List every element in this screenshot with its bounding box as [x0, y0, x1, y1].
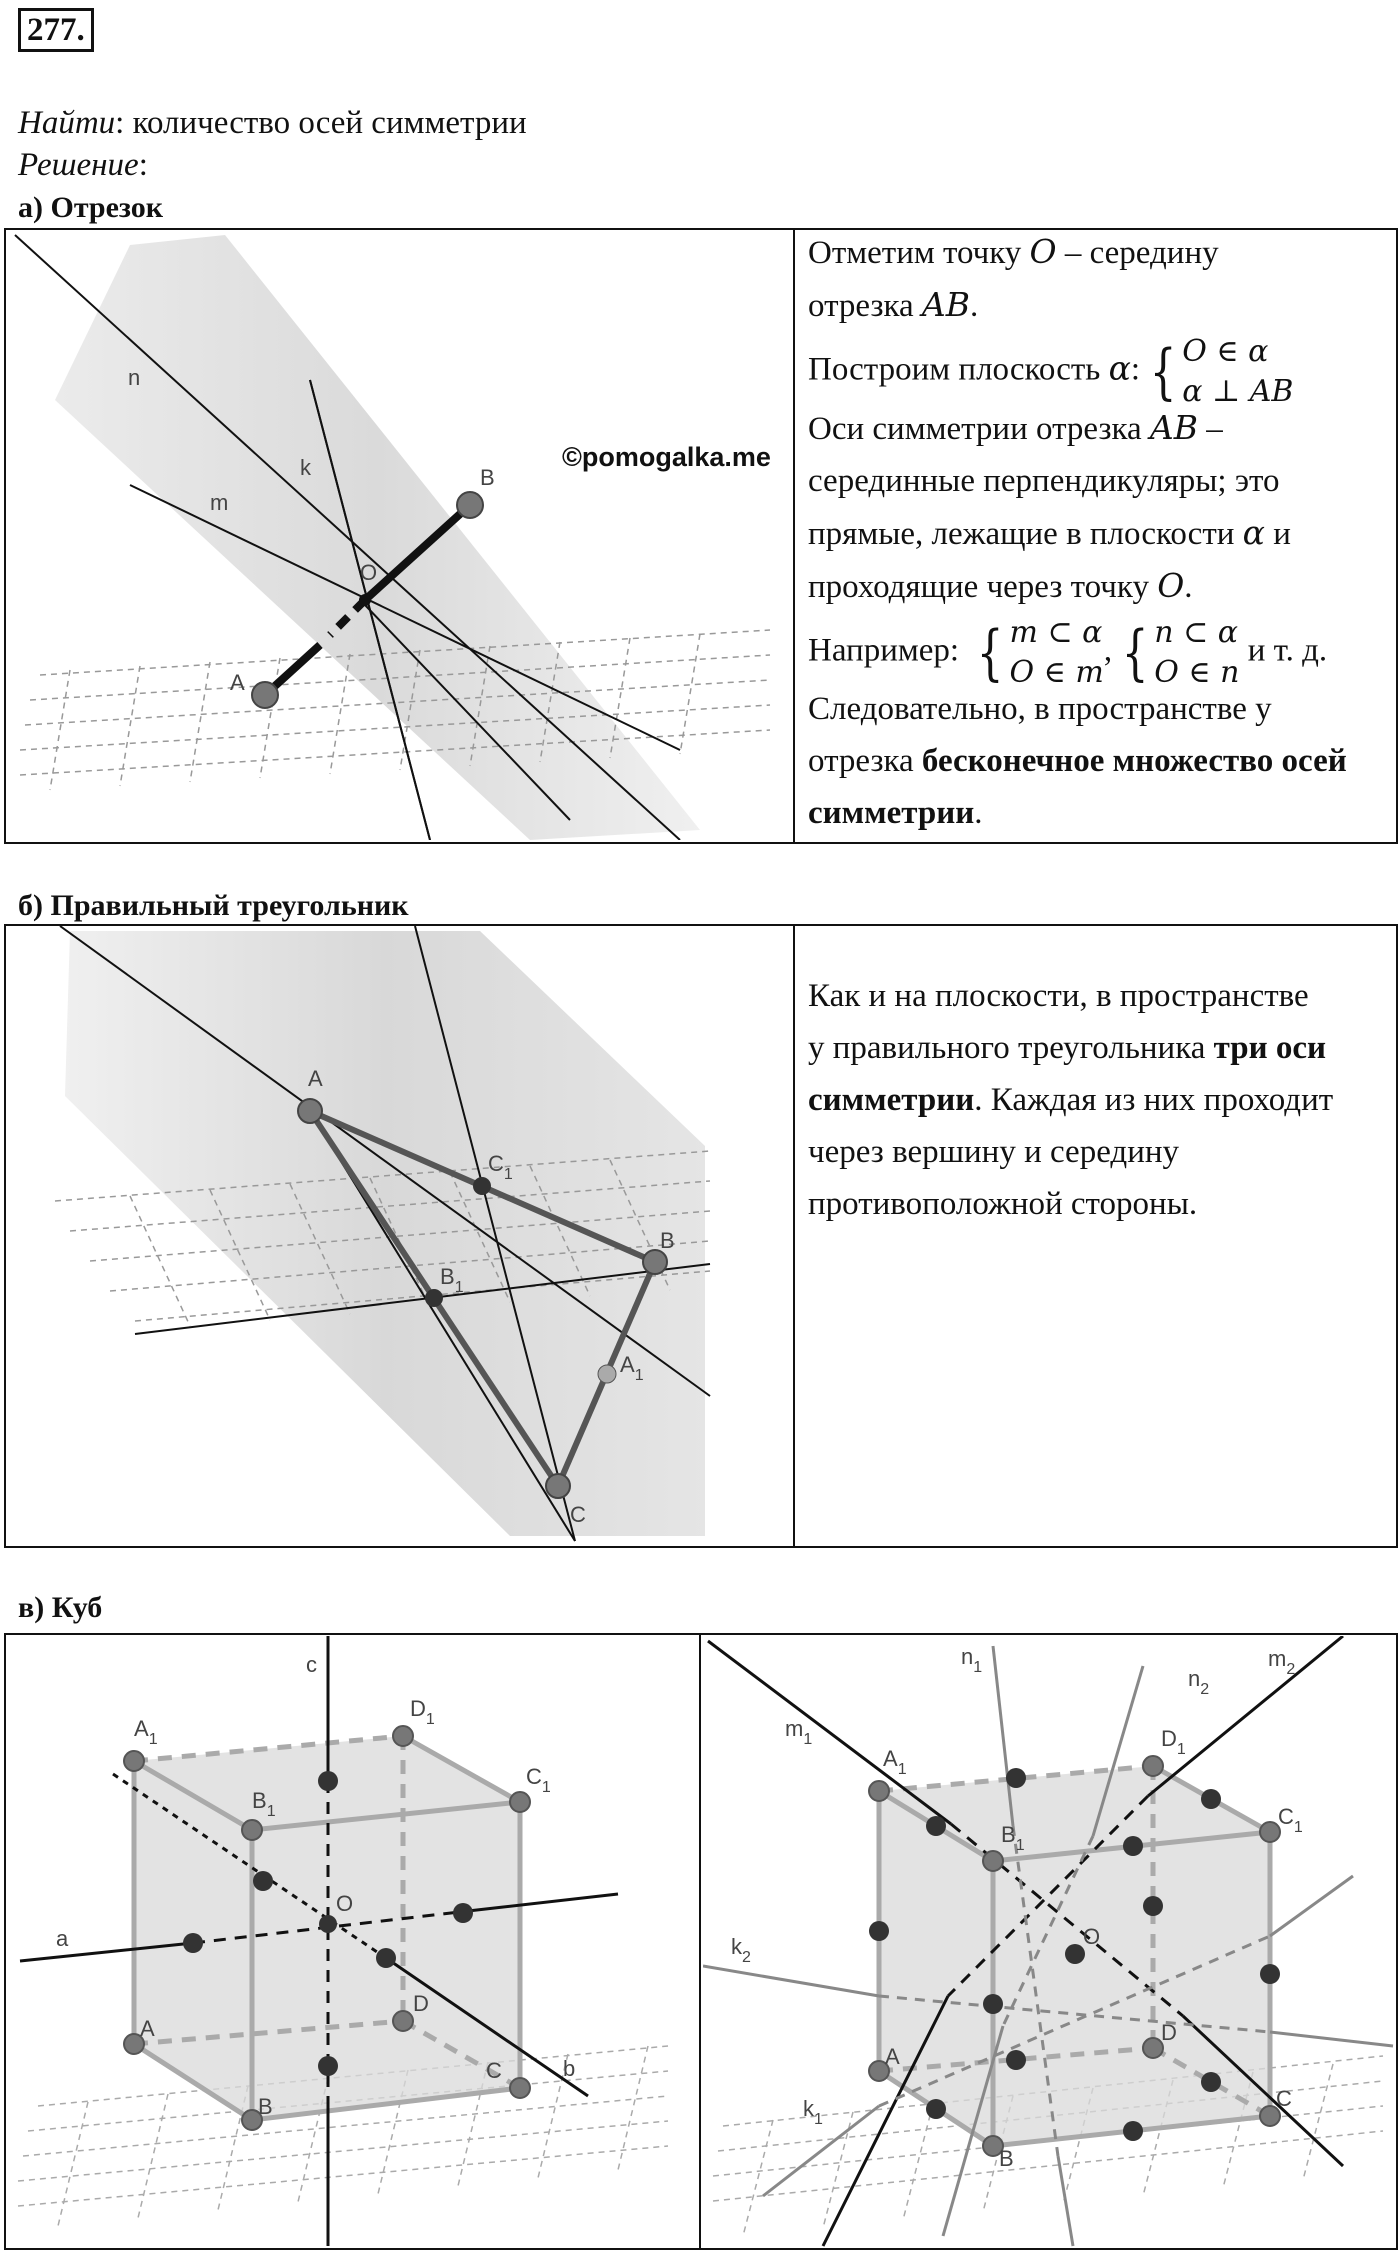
section-c-title: в) Куб	[18, 1591, 103, 1624]
label-a1: $A_1$	[620, 1352, 644, 1384]
section-c-divider	[699, 1633, 701, 2250]
a-line-3: Построим плоскость α: { O ∈ α α ⊥ AB	[808, 334, 1294, 409]
label-a: A	[885, 2044, 900, 2069]
label-c: C	[486, 2058, 502, 2083]
label-c: C	[1276, 2086, 1292, 2111]
find-line: Найти: количество осей симметрии	[18, 105, 527, 141]
point-o	[359, 594, 371, 606]
label-axis-a: a	[56, 1926, 69, 1951]
label-m: m	[210, 490, 229, 515]
b-line-4: через вершину и середину	[808, 1134, 1180, 1170]
section-b-text	[808, 970, 1394, 1230]
axis-lines	[15, 235, 680, 840]
point-b	[457, 492, 483, 518]
label-m2: $m_2$	[1268, 1646, 1296, 1678]
label-a: A	[230, 670, 245, 695]
label-o: O	[336, 1891, 354, 1916]
a-line-2: отрезка AB.	[808, 285, 979, 324]
label-n2: $n_2$	[1188, 1666, 1210, 1698]
label-a1: $A_1$	[134, 1716, 158, 1748]
point-a	[252, 682, 278, 708]
section-a-divider	[793, 228, 795, 844]
a-line-1: Отметим точку O – середину	[808, 232, 1219, 271]
a-line-4: Оси симметрии отрезка AB –	[808, 408, 1223, 447]
triangle-figure	[10, 926, 790, 1546]
label-b: B	[660, 1228, 675, 1253]
label-axis-b: b	[563, 2056, 576, 2081]
label-c1: $C_1$	[488, 1151, 513, 1183]
b-line-5: противоположной стороны.	[808, 1186, 1198, 1222]
label-a1: $A_1$	[883, 1746, 907, 1778]
label-b: B	[258, 2094, 273, 2119]
solution-line: Решение:	[18, 147, 148, 183]
vertex-b	[643, 1250, 667, 1274]
label-c1: $C_1$	[526, 1764, 551, 1796]
problem-number: 277.	[18, 8, 94, 52]
a-line-8: Например: { m ⊂ α O ∈ m , { n ⊂ α O ∈ n и т. д.	[808, 615, 1328, 690]
cube-right-figure	[703, 1636, 1397, 2248]
label-n1: $n_1$	[961, 1644, 983, 1676]
label-m1: $m_1$	[785, 1716, 813, 1748]
label-d: D	[1161, 2020, 1177, 2045]
segment-figure	[10, 230, 790, 840]
watermark: ©pomogalka.me	[562, 442, 771, 472]
vertex-a	[298, 1099, 322, 1123]
label-d1: $D_1$	[1161, 1726, 1186, 1758]
label-b: B	[999, 2146, 1014, 2171]
label-k1: $k_1$	[803, 2096, 823, 2128]
section-b-divider	[793, 924, 795, 1548]
cube-left-figure	[8, 1636, 698, 2248]
label-c: C	[570, 1502, 586, 1527]
label-k2: $k_2$	[731, 1934, 751, 1966]
midpoint-c1	[473, 1177, 491, 1195]
label-axis-c: c	[306, 1652, 317, 1677]
label-o: O	[1083, 1924, 1101, 1949]
midpoint-a1	[598, 1365, 616, 1383]
label-b1: $B_1$	[1001, 1822, 1025, 1854]
vertex-c	[546, 1474, 570, 1498]
label-b: B	[480, 465, 495, 490]
section-b-title: б) Правильный треугольник	[18, 889, 409, 922]
a-line-10: отрезка бесконечное множество осей	[808, 743, 1347, 779]
a-line-5: серединные перпендикуляры; это	[808, 463, 1280, 499]
a-line-9: Следовательно, в пространстве у	[808, 691, 1272, 727]
a-line-7: проходящие через точку O.	[808, 566, 1193, 605]
b-line-3: симметрии. Каждая из них проходит	[808, 1082, 1334, 1118]
section-a-title: а) Отрезок	[18, 191, 164, 224]
label-n: n	[128, 365, 141, 390]
label-o: O	[360, 560, 378, 585]
label-b1: $B_1$	[252, 1788, 276, 1820]
b-line-1: Как и на плоскости, в пространстве	[808, 978, 1309, 1014]
label-a: A	[140, 2016, 155, 2041]
midpoint-b1	[425, 1289, 443, 1307]
label-k: k	[300, 455, 311, 480]
plane-alpha	[55, 235, 700, 840]
label-d1: $D_1$	[410, 1696, 435, 1728]
a-line-6: прямые, лежащие в плоскости α и	[808, 513, 1291, 552]
a-line-11: симметрии.	[808, 795, 983, 831]
label-c1: $C_1$	[1278, 1804, 1303, 1836]
b-line-2: у правильного треугольника три оси	[808, 1030, 1327, 1066]
section-a-text	[808, 226, 1394, 839]
label-d: D	[413, 1991, 429, 2016]
label-b1: $B_1$	[440, 1264, 464, 1296]
label-a: A	[308, 1066, 323, 1091]
